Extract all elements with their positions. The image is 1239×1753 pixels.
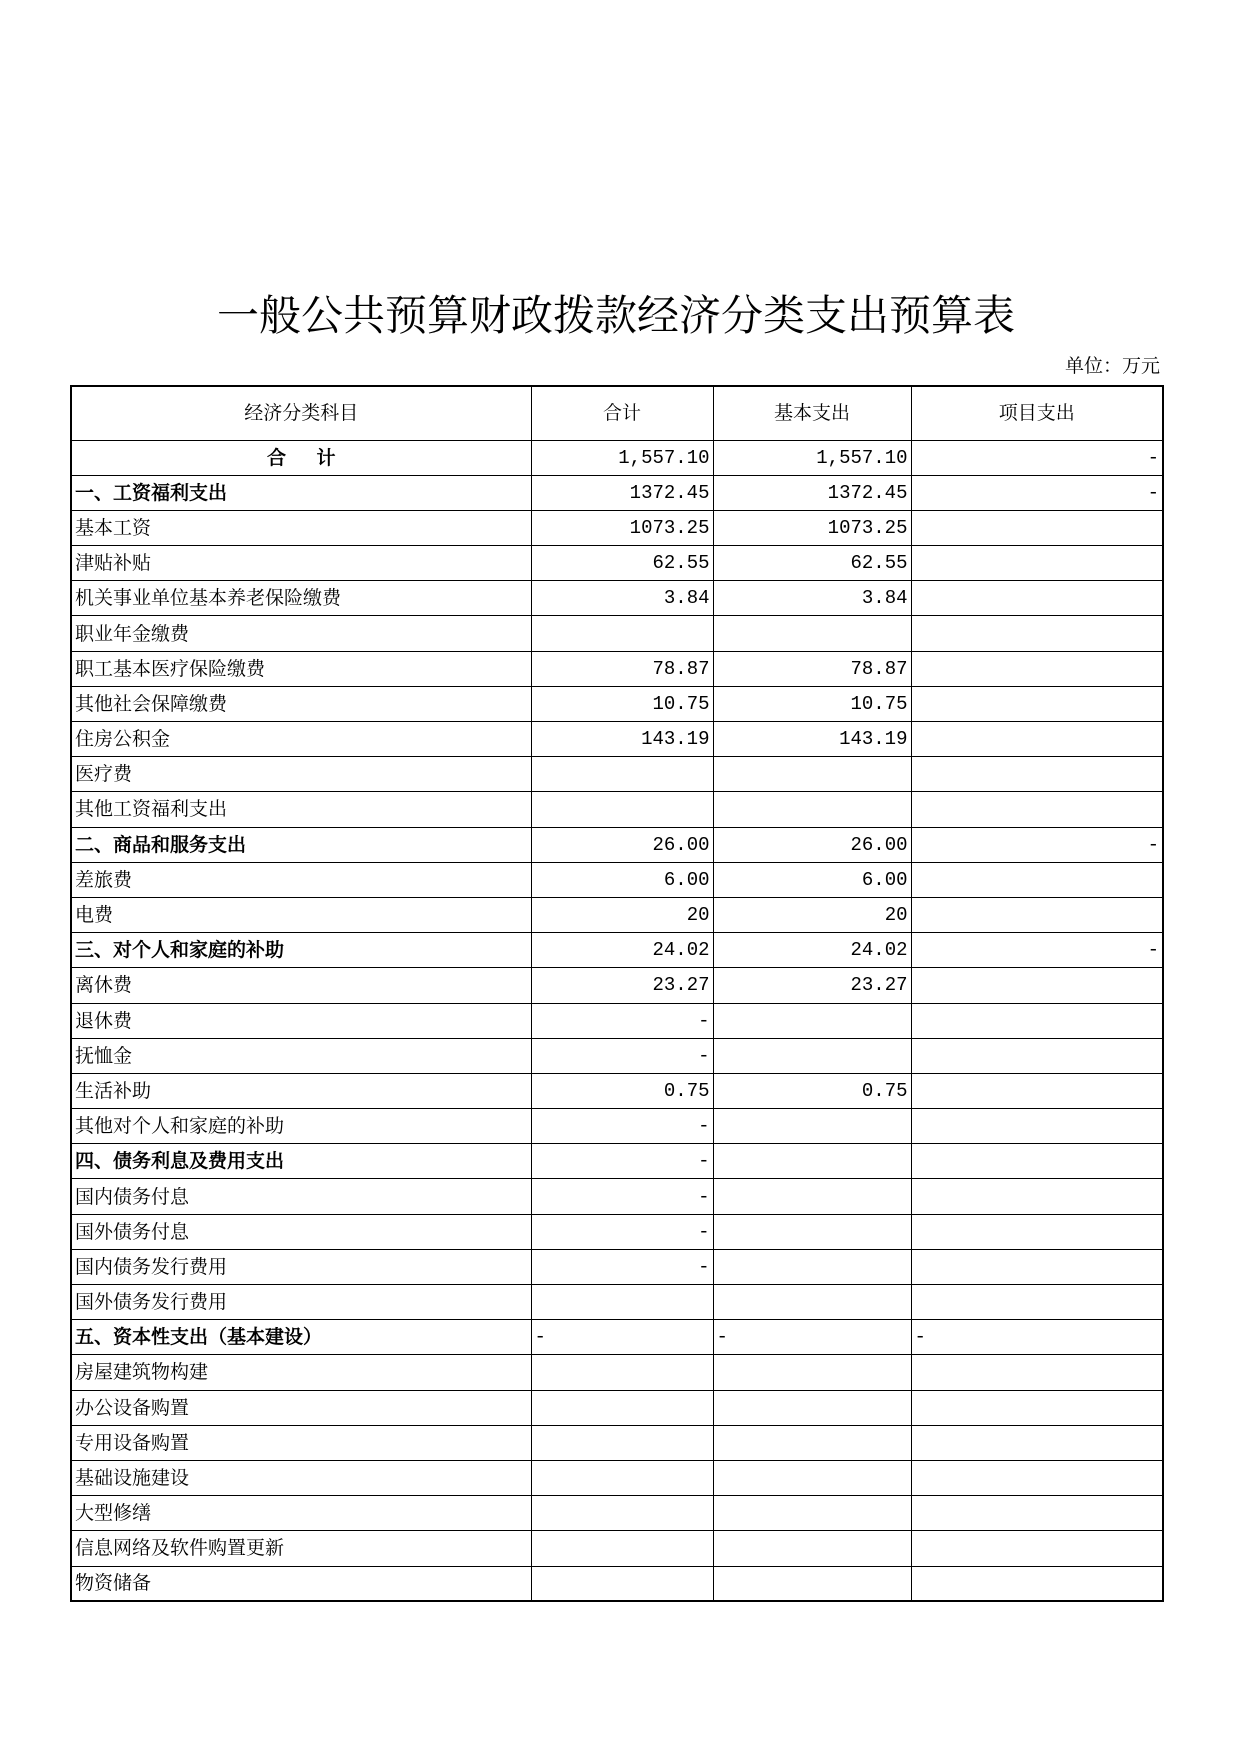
table-row (71, 546, 1163, 581)
total-cell: 143.19 (531, 722, 713, 757)
total-cell: 1,557.10 (531, 440, 713, 475)
row-label: 信息网络及软件购置更新 (71, 1531, 531, 1566)
project-cell: - (911, 1320, 1163, 1355)
project-cell (911, 1531, 1163, 1566)
total-cell (531, 1355, 713, 1390)
project-cell (911, 616, 1163, 651)
basic-cell: 143.19 (713, 722, 911, 757)
total-cell: - (531, 1144, 713, 1179)
row-label: 其他对个人和家庭的补助 (71, 1109, 531, 1144)
total-cell (531, 1496, 713, 1531)
project-cell (911, 1214, 1163, 1249)
total-cell (531, 792, 713, 827)
row-label: 机关事业单位基本养老保险缴费 (71, 581, 531, 616)
table-row (71, 792, 1163, 827)
project-cell (911, 1073, 1163, 1108)
basic-cell (713, 616, 911, 651)
project-cell (911, 722, 1163, 757)
total-cell (531, 1460, 713, 1495)
basic-cell (713, 1390, 911, 1425)
table-row (71, 686, 1163, 721)
basic-cell: 1372.45 (713, 475, 911, 510)
table-row (71, 1249, 1163, 1284)
basic-cell: 26.00 (713, 827, 911, 862)
total-cell: - (531, 1214, 713, 1249)
total-cell: 1372.45 (531, 475, 713, 510)
total-cell: - (531, 1320, 713, 1355)
table-row (71, 1073, 1163, 1108)
total-cell: 10.75 (531, 686, 713, 721)
table-row (71, 1214, 1163, 1249)
table-row (71, 1355, 1163, 1390)
project-cell (911, 581, 1163, 616)
total-cell: - (531, 1038, 713, 1073)
header-subject: 经济分类科目 (71, 386, 531, 440)
project-cell (911, 1355, 1163, 1390)
table-row (71, 722, 1163, 757)
project-cell: - (911, 440, 1163, 475)
project-cell: - (911, 475, 1163, 510)
row-label: 基本工资 (71, 510, 531, 545)
basic-cell (713, 1249, 911, 1284)
project-cell (911, 757, 1163, 792)
total-cell: 0.75 (531, 1073, 713, 1108)
basic-cell (713, 1038, 911, 1073)
basic-cell: 1,557.10 (713, 440, 911, 475)
total-cell: 3.84 (531, 581, 713, 616)
total-cell: 24.02 (531, 933, 713, 968)
row-label: 其他社会保障缴费 (71, 686, 531, 721)
row-label: 二、商品和服务支出 (71, 827, 531, 862)
basic-cell (713, 1425, 911, 1460)
table-row (71, 1496, 1163, 1531)
basic-cell (713, 792, 911, 827)
header-project: 项目支出 (911, 386, 1163, 440)
row-label: 三、对个人和家庭的补助 (71, 933, 531, 968)
row-label: 办公设备购置 (71, 1390, 531, 1425)
basic-cell (713, 1355, 911, 1390)
total-cell (531, 1531, 713, 1566)
total-cell: 26.00 (531, 827, 713, 862)
project-cell (911, 686, 1163, 721)
total-cell (531, 1425, 713, 1460)
total-cell: - (531, 1109, 713, 1144)
table-row (71, 1460, 1163, 1495)
row-label: 五、资本性支出（基本建设） (71, 1320, 531, 1355)
row-label: 国外债务付息 (71, 1214, 531, 1249)
page-title: 一般公共预算财政拨款经济分类支出预算表 (216, 291, 1015, 340)
total-cell (531, 1390, 713, 1425)
total-cell: - (531, 1249, 713, 1284)
row-label: 四、债务利息及费用支出 (71, 1144, 531, 1179)
row-label: 差旅费 (71, 862, 531, 897)
basic-cell: 24.02 (713, 933, 911, 968)
row-label: 房屋建筑物构建 (71, 1355, 531, 1390)
table-row (71, 968, 1163, 1003)
basic-cell (713, 1179, 911, 1214)
basic-cell: 10.75 (713, 686, 911, 721)
table-row-section (71, 1320, 1163, 1355)
table-row (71, 1390, 1163, 1425)
total-cell: 62.55 (531, 546, 713, 581)
table-row (71, 757, 1163, 792)
project-cell: - (911, 933, 1163, 968)
basic-cell: 78.87 (713, 651, 911, 686)
project-cell (911, 510, 1163, 545)
row-label: 生活补助 (71, 1073, 531, 1108)
total-cell (531, 616, 713, 651)
project-cell (911, 1038, 1163, 1073)
row-label: 物资储备 (71, 1566, 531, 1601)
project-cell (911, 862, 1163, 897)
project-cell (911, 1285, 1163, 1320)
basic-cell (713, 757, 911, 792)
basic-cell (713, 1003, 911, 1038)
project-cell (911, 1566, 1163, 1601)
project-cell (911, 968, 1163, 1003)
basic-cell (713, 1144, 911, 1179)
table-row-section (71, 827, 1163, 862)
row-label: 住房公积金 (71, 722, 531, 757)
total-cell (531, 757, 713, 792)
row-label: 职工基本医疗保险缴费 (71, 651, 531, 686)
basic-cell (713, 1566, 911, 1601)
project-cell: - (911, 827, 1163, 862)
table-row (71, 581, 1163, 616)
table-row (71, 1531, 1163, 1566)
basic-cell (713, 1109, 911, 1144)
total-cell: 23.27 (531, 968, 713, 1003)
table-row (71, 1003, 1163, 1038)
row-label: 电费 (71, 897, 531, 932)
project-cell (911, 1496, 1163, 1531)
basic-cell (713, 1214, 911, 1249)
table-row (71, 897, 1163, 932)
project-cell (911, 1460, 1163, 1495)
basic-cell: - (713, 1320, 911, 1355)
basic-cell: 1073.25 (713, 510, 911, 545)
project-cell (911, 651, 1163, 686)
row-label: 退休费 (71, 1003, 531, 1038)
row-label: 基础设施建设 (71, 1460, 531, 1495)
project-cell (911, 546, 1163, 581)
row-label: 津贴补贴 (71, 546, 531, 581)
row-label: 大型修缮 (71, 1496, 531, 1531)
row-label: 国内债务发行费用 (71, 1249, 531, 1284)
basic-cell: 23.27 (713, 968, 911, 1003)
table-row (71, 862, 1163, 897)
table-row-section (71, 933, 1163, 968)
table-row (71, 651, 1163, 686)
total-cell: 6.00 (531, 862, 713, 897)
table-row-section (71, 1144, 1163, 1179)
table-row (71, 1425, 1163, 1460)
project-cell (911, 897, 1163, 932)
row-label: 抚恤金 (71, 1038, 531, 1073)
row-label: 离休费 (71, 968, 531, 1003)
total-cell: 78.87 (531, 651, 713, 686)
project-cell (911, 1109, 1163, 1144)
row-label: 合 计 (71, 440, 531, 475)
project-cell (911, 1179, 1163, 1214)
table-row (71, 616, 1163, 651)
table-row-total (71, 440, 1163, 475)
row-label: 其他工资福利支出 (71, 792, 531, 827)
row-label: 医疗费 (71, 757, 531, 792)
table-row (71, 510, 1163, 545)
header-basic: 基本支出 (713, 386, 911, 440)
table-row (71, 1109, 1163, 1144)
total-cell: 20 (531, 897, 713, 932)
row-label: 一、工资福利支出 (71, 475, 531, 510)
row-label: 专用设备购置 (71, 1425, 531, 1460)
project-cell (911, 1425, 1163, 1460)
basic-cell: 3.84 (713, 581, 911, 616)
total-cell: - (531, 1003, 713, 1038)
table-header-row (71, 386, 1163, 440)
basic-cell: 20 (713, 897, 911, 932)
project-cell (911, 792, 1163, 827)
row-label: 职业年金缴费 (71, 616, 531, 651)
basic-cell (713, 1285, 911, 1320)
budget-table (70, 385, 1164, 1602)
table-row (71, 1179, 1163, 1214)
basic-cell (713, 1460, 911, 1495)
project-cell (911, 1390, 1163, 1425)
table-row-section (71, 475, 1163, 510)
total-cell (531, 1566, 713, 1601)
table-row (71, 1285, 1163, 1320)
total-cell: - (531, 1179, 713, 1214)
header-total: 合计 (531, 386, 713, 440)
table-row (71, 1038, 1163, 1073)
basic-cell: 0.75 (713, 1073, 911, 1108)
basic-cell: 62.55 (713, 546, 911, 581)
total-cell (531, 1285, 713, 1320)
row-label: 国内债务付息 (71, 1179, 531, 1214)
unit-label: 单位：万元 (1064, 355, 1160, 377)
basic-cell: 6.00 (713, 862, 911, 897)
project-cell (911, 1249, 1163, 1284)
row-label: 国外债务发行费用 (71, 1285, 531, 1320)
project-cell (911, 1003, 1163, 1038)
project-cell (911, 1144, 1163, 1179)
table-row (71, 1566, 1163, 1601)
basic-cell (713, 1531, 911, 1566)
total-cell: 1073.25 (531, 510, 713, 545)
basic-cell (713, 1496, 911, 1531)
